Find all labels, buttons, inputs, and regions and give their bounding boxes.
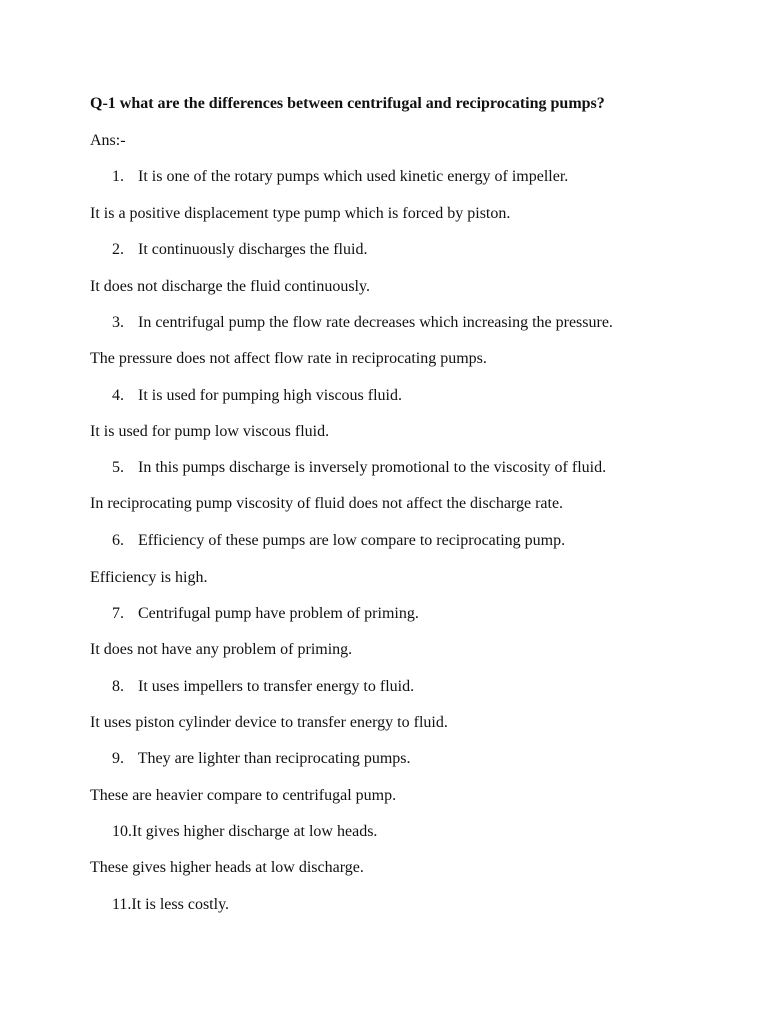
item-number: 2.: [112, 241, 124, 258]
item-number: 11.: [112, 896, 132, 913]
item-number: 10.: [112, 823, 132, 840]
reciprocating-point-6: Efficiency is high.: [90, 569, 208, 586]
list-item-1: [112, 167, 568, 187]
reciprocating-point-1: It is a positive displacement type pump which is forced by piston.: [90, 205, 511, 222]
reciprocating-point-9: These are heavier compare to centrifugal pump.: [90, 787, 397, 804]
item-number: 9.: [112, 750, 124, 767]
question-heading: Q-1 what are the differences between centrifugal and reciprocating pumps?: [90, 95, 605, 112]
reciprocating-point-3: The pressure does not affect flow rate in reciprocating pumps.: [90, 350, 487, 367]
centrifugal-point: It is one of the rotary pumps which used kinetic energy of impeller.: [138, 168, 569, 185]
centrifugal-point: Efficiency of these pumps are low compare to reciprocating pump.: [138, 532, 566, 549]
reciprocating-point-5: In reciprocating pump viscosity of fluid does not affect the discharge rate.: [90, 495, 564, 512]
reciprocating-point-10: These gives higher heads at low discharge.: [90, 859, 364, 876]
list-item-5: [112, 458, 606, 478]
answer-label: Ans:-: [90, 132, 126, 149]
reciprocating-point-4: It is used for pump low viscous fluid.: [90, 423, 330, 440]
list-item-7: [112, 604, 419, 624]
list-item-2: [112, 240, 367, 260]
centrifugal-point: It is used for pumping high viscous fluid.: [138, 387, 402, 404]
centrifugal-point: In centrifugal pump the flow rate decreases which increasing the pressure.: [138, 314, 613, 331]
list-item-8: [112, 677, 414, 697]
centrifugal-point: It continuously discharges the fluid.: [138, 241, 368, 258]
centrifugal-point: In this pumps discharge is inversely promotional to the viscosity of fluid.: [138, 459, 607, 476]
centrifugal-point: It uses impellers to transfer energy to fluid.: [138, 678, 415, 695]
centrifugal-point: It gives higher discharge at low heads.: [132, 823, 378, 840]
item-number: 6.: [112, 532, 124, 549]
item-number: 3.: [112, 314, 124, 331]
centrifugal-point: They are lighter than reciprocating pumps.: [137, 750, 411, 767]
list-item-3: [112, 313, 613, 333]
reciprocating-point-2: It does not discharge the fluid continuously.: [90, 278, 370, 295]
reciprocating-point-8: It uses piston cylinder device to transfer energy to fluid.: [90, 714, 448, 731]
list-item-10: [112, 822, 377, 842]
centrifugal-point: Centrifugal pump have problem of priming.: [138, 605, 419, 622]
list-item-6: [112, 531, 565, 551]
list-item-4: [112, 386, 402, 406]
item-number: 5.: [112, 459, 124, 476]
centrifugal-point: It is less costly.: [131, 896, 230, 913]
list-item-9: [112, 749, 411, 769]
item-number: 8.: [112, 678, 124, 695]
item-number: 1.: [112, 168, 124, 185]
item-number: 4.: [112, 387, 124, 404]
item-number: 7.: [112, 605, 124, 622]
list-item-11: [112, 895, 229, 915]
reciprocating-point-7: It does not have any problem of priming.: [90, 641, 353, 658]
